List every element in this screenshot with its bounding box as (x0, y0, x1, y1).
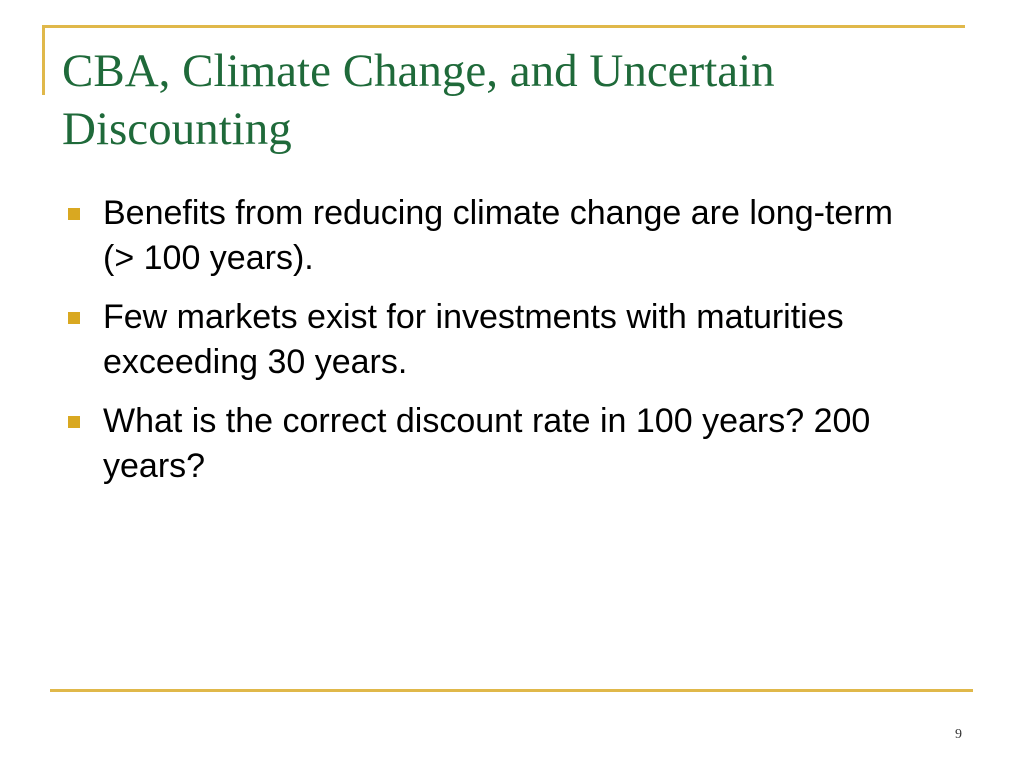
bullet-text: Few markets exist for investments with maturities exceeding 30 years. (103, 298, 844, 381)
square-bullet-icon (68, 416, 80, 428)
frame-bottom-rule (50, 689, 973, 692)
bullet-item (68, 295, 928, 385)
bullet-item (68, 399, 928, 489)
bullet-list (68, 191, 928, 503)
bullet-item (68, 191, 928, 281)
frame-top-rule (42, 25, 965, 28)
square-bullet-icon (68, 208, 80, 220)
frame-left-rule (42, 25, 45, 95)
page-number: 9 (955, 727, 962, 742)
bullet-text: Benefits from reducing climate change are long-term (> 100 years). (103, 194, 893, 277)
square-bullet-icon (68, 312, 80, 324)
bullet-text: What is the correct discount rate in 100 years? 200 years? (103, 402, 871, 485)
slide-title: CBA, Climate Change, and Uncertain Discounting (62, 45, 775, 155)
